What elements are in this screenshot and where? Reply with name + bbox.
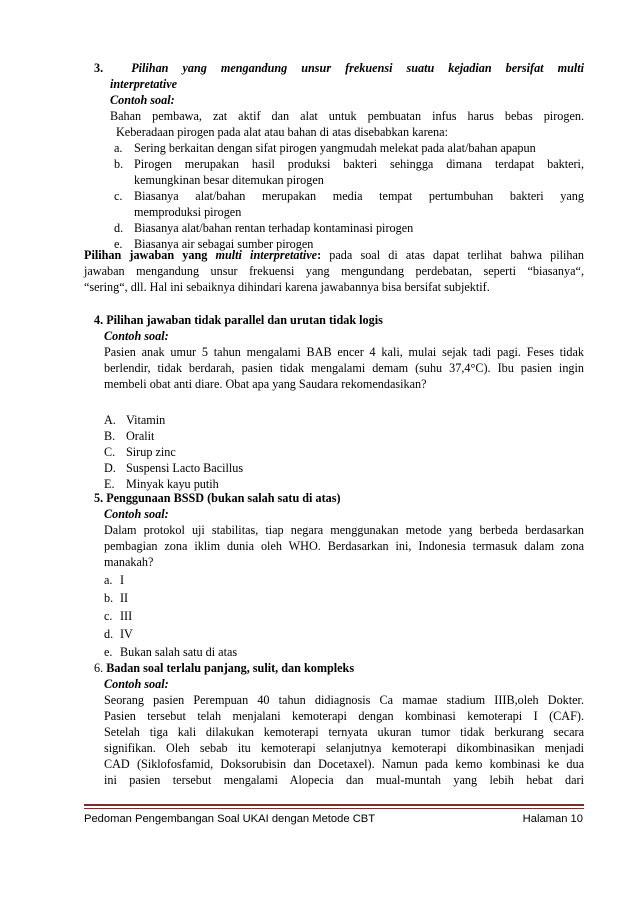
option-item	[114, 140, 584, 156]
option-item	[104, 460, 584, 476]
question-stem-line: Keberadaan pirogen pada alat atau bahan di atas disebabkan karena:	[116, 125, 448, 139]
option-label: d.	[104, 627, 114, 641]
option-text: II	[120, 591, 129, 605]
contoh-label: Contoh soal:	[104, 677, 169, 691]
option-text: Suspensi Lacto Bacillus	[126, 461, 244, 475]
option-label: B.	[104, 429, 116, 443]
section-5-heading: 5. Penggunaan BSSD (bukan salah satu di atas)	[94, 491, 341, 505]
question-stem-line: membeli obat anti diare. Obat apa yang Saudara rekomendasikan?	[104, 377, 427, 391]
option-label: d.	[114, 221, 124, 235]
question-stem-line: Bahan pembawa, zat aktif dan alat untuk pembuatan infus harus bebas pirogen.	[110, 109, 584, 123]
option-item	[104, 428, 584, 444]
option-label: e.	[104, 645, 113, 659]
question-stem-line: ini pasien tersebut mengalami Alopecia dan mual-muntah yang lebih hebat dari	[104, 773, 584, 787]
footer-rule-thin	[84, 808, 584, 809]
contoh-label: Contoh soal:	[104, 507, 169, 521]
question-stem-line: Pasien tersebut telah menjalani kemoterapi dengan kombinasi kemoterapi I (CAF).	[104, 709, 584, 723]
section-4	[94, 312, 584, 492]
contoh-text: Contoh soal:	[110, 93, 175, 107]
option-item	[104, 572, 584, 590]
option-label: b.	[104, 591, 114, 605]
option-text-cont: memproduksi pirogen	[134, 205, 242, 219]
option-text: Vitamin	[126, 413, 166, 427]
note-paragraph	[84, 247, 584, 295]
option-text: IV	[120, 627, 133, 641]
question-stem-line: Pasien anak umur 5 tahun mengalami BAB encer 4 kali, mulai sejak tadi pagi. Feses tidak	[104, 345, 584, 359]
question-stem-line: pembagian zona iklim dunia oleh WHO. Berdasarkan ini, Indonesia termasuk dalam zona	[104, 539, 584, 553]
options-list	[104, 412, 584, 492]
option-label: c.	[114, 189, 123, 203]
question-stem-line: signifikan. Oleh sebab itu kemoterapi selanjutnya kemoterapi dikombinasikan menjadi	[104, 741, 584, 755]
section-3-heading-multi: multi	[557, 61, 585, 75]
question-stem-line: berlendir, tidak berdarah, pasien tidak mengalami demam (suhu 37,4°C). Ibu pasien ingin	[104, 361, 584, 375]
section-6	[94, 660, 584, 788]
option-text: Sering berkaitan dengan sifat pirogen yangmudah melekat pada alat/bahan apapun	[134, 141, 536, 155]
footer-rule	[84, 804, 584, 806]
option-item	[104, 444, 584, 460]
option-text: Bukan salah satu di atas	[120, 645, 238, 659]
option-label: e.	[114, 237, 123, 251]
option-text: Pirogen merupakan hasil produksi bakteri sehingga dimana terdapat bakteri,	[134, 157, 584, 171]
options-list	[104, 572, 584, 662]
section-3	[94, 60, 584, 252]
footer-title: Pedoman Pengembangan Soal UKAI dengan Metode CBT	[84, 813, 376, 825]
option-label: C.	[104, 445, 116, 459]
section-number: 6.	[94, 661, 104, 675]
question-stem-line: Setelah tiga kali dilakukan kemoterapi ternyata ukuran tumor tidak berkurang secara	[104, 725, 584, 739]
option-label: c.	[104, 609, 113, 623]
option-text-cont: kemungkinan besar ditemukan pirogen	[134, 173, 324, 187]
note-line: jawaban mengandung unsur frekuensi yang mengundang perdebatan, seperti “biasanya“,	[84, 264, 584, 278]
option-item	[114, 220, 584, 236]
note-line	[84, 247, 584, 263]
option-text: III	[120, 609, 133, 623]
option-label: a.	[104, 573, 113, 587]
option-text: Biasanya alat/bahan merupakan media tempat pertumbuhan bakteri yang	[134, 189, 584, 203]
section-3-heading-text-cont: interpretative	[110, 77, 178, 91]
option-text: Biasanya air sebagai sumber pirogen	[134, 237, 314, 251]
option-text: Minyak kayu putih	[126, 477, 219, 491]
page-number: Halaman 10	[522, 813, 583, 825]
note-bold-italic: multi interpretative	[215, 248, 318, 262]
contoh-label	[94, 92, 584, 108]
option-label: E.	[104, 477, 115, 491]
option-item	[114, 156, 584, 172]
option-text: I	[120, 573, 125, 587]
contoh-label: Contoh soal:	[104, 329, 169, 343]
note-line: “sering“, dll. Hal ini sebaiknya dihindari karena jawabannya bisa bersifat subjektif.	[84, 280, 490, 294]
option-label: b.	[114, 157, 124, 171]
note-bold: Pilihan jawaban yang	[84, 248, 208, 262]
options-list	[114, 140, 584, 252]
section-6-heading-text: Badan soal terlalu panjang, sulit, dan kompleks	[106, 661, 355, 675]
section-3-heading-text: Pilihan yang mengandung unsur frekuensi suatu kejadian bersifat	[131, 61, 544, 75]
section-5	[94, 490, 584, 662]
option-label: A.	[104, 413, 116, 427]
option-label: a.	[114, 141, 123, 155]
option-item	[104, 412, 584, 428]
option-item	[104, 608, 584, 626]
section-4-heading: 4. Pilihan jawaban tidak parallel dan urutan tidak logis	[94, 313, 383, 327]
option-item	[114, 188, 584, 204]
section-3-heading-cont	[94, 76, 584, 92]
note-colon: :	[317, 248, 322, 262]
note-text: pada soal di atas dapat terlihat bahwa pilihan	[329, 248, 585, 262]
question-stem-line: CAD (Siklofosfamid, Doksorubisin dan Docetaxel). Namun pada kemo kombinasi ke dua	[104, 757, 584, 771]
section-3-heading	[94, 60, 584, 76]
section-number: 3.	[94, 61, 104, 75]
option-text: Oralit	[126, 429, 155, 443]
option-item	[104, 590, 584, 608]
question-stem-line: manakah?	[104, 555, 154, 569]
section-6-heading	[94, 660, 584, 676]
option-text: Sirup zinc	[126, 445, 176, 459]
option-text: Biasanya alat/bahan rentan terhadap kontaminasi pirogen	[134, 221, 414, 235]
question-stem-line: Dalam protokol uji stabilitas, tiap negara menggunakan metode yang berbeda berdasarkan	[104, 523, 584, 537]
option-label: D.	[104, 461, 116, 475]
question-stem-line: Seorang pasien Perempuan 40 tahun didiagnosis Ca mamae stadium IIIB,oleh Dokter.	[104, 693, 584, 707]
option-item	[104, 626, 584, 644]
